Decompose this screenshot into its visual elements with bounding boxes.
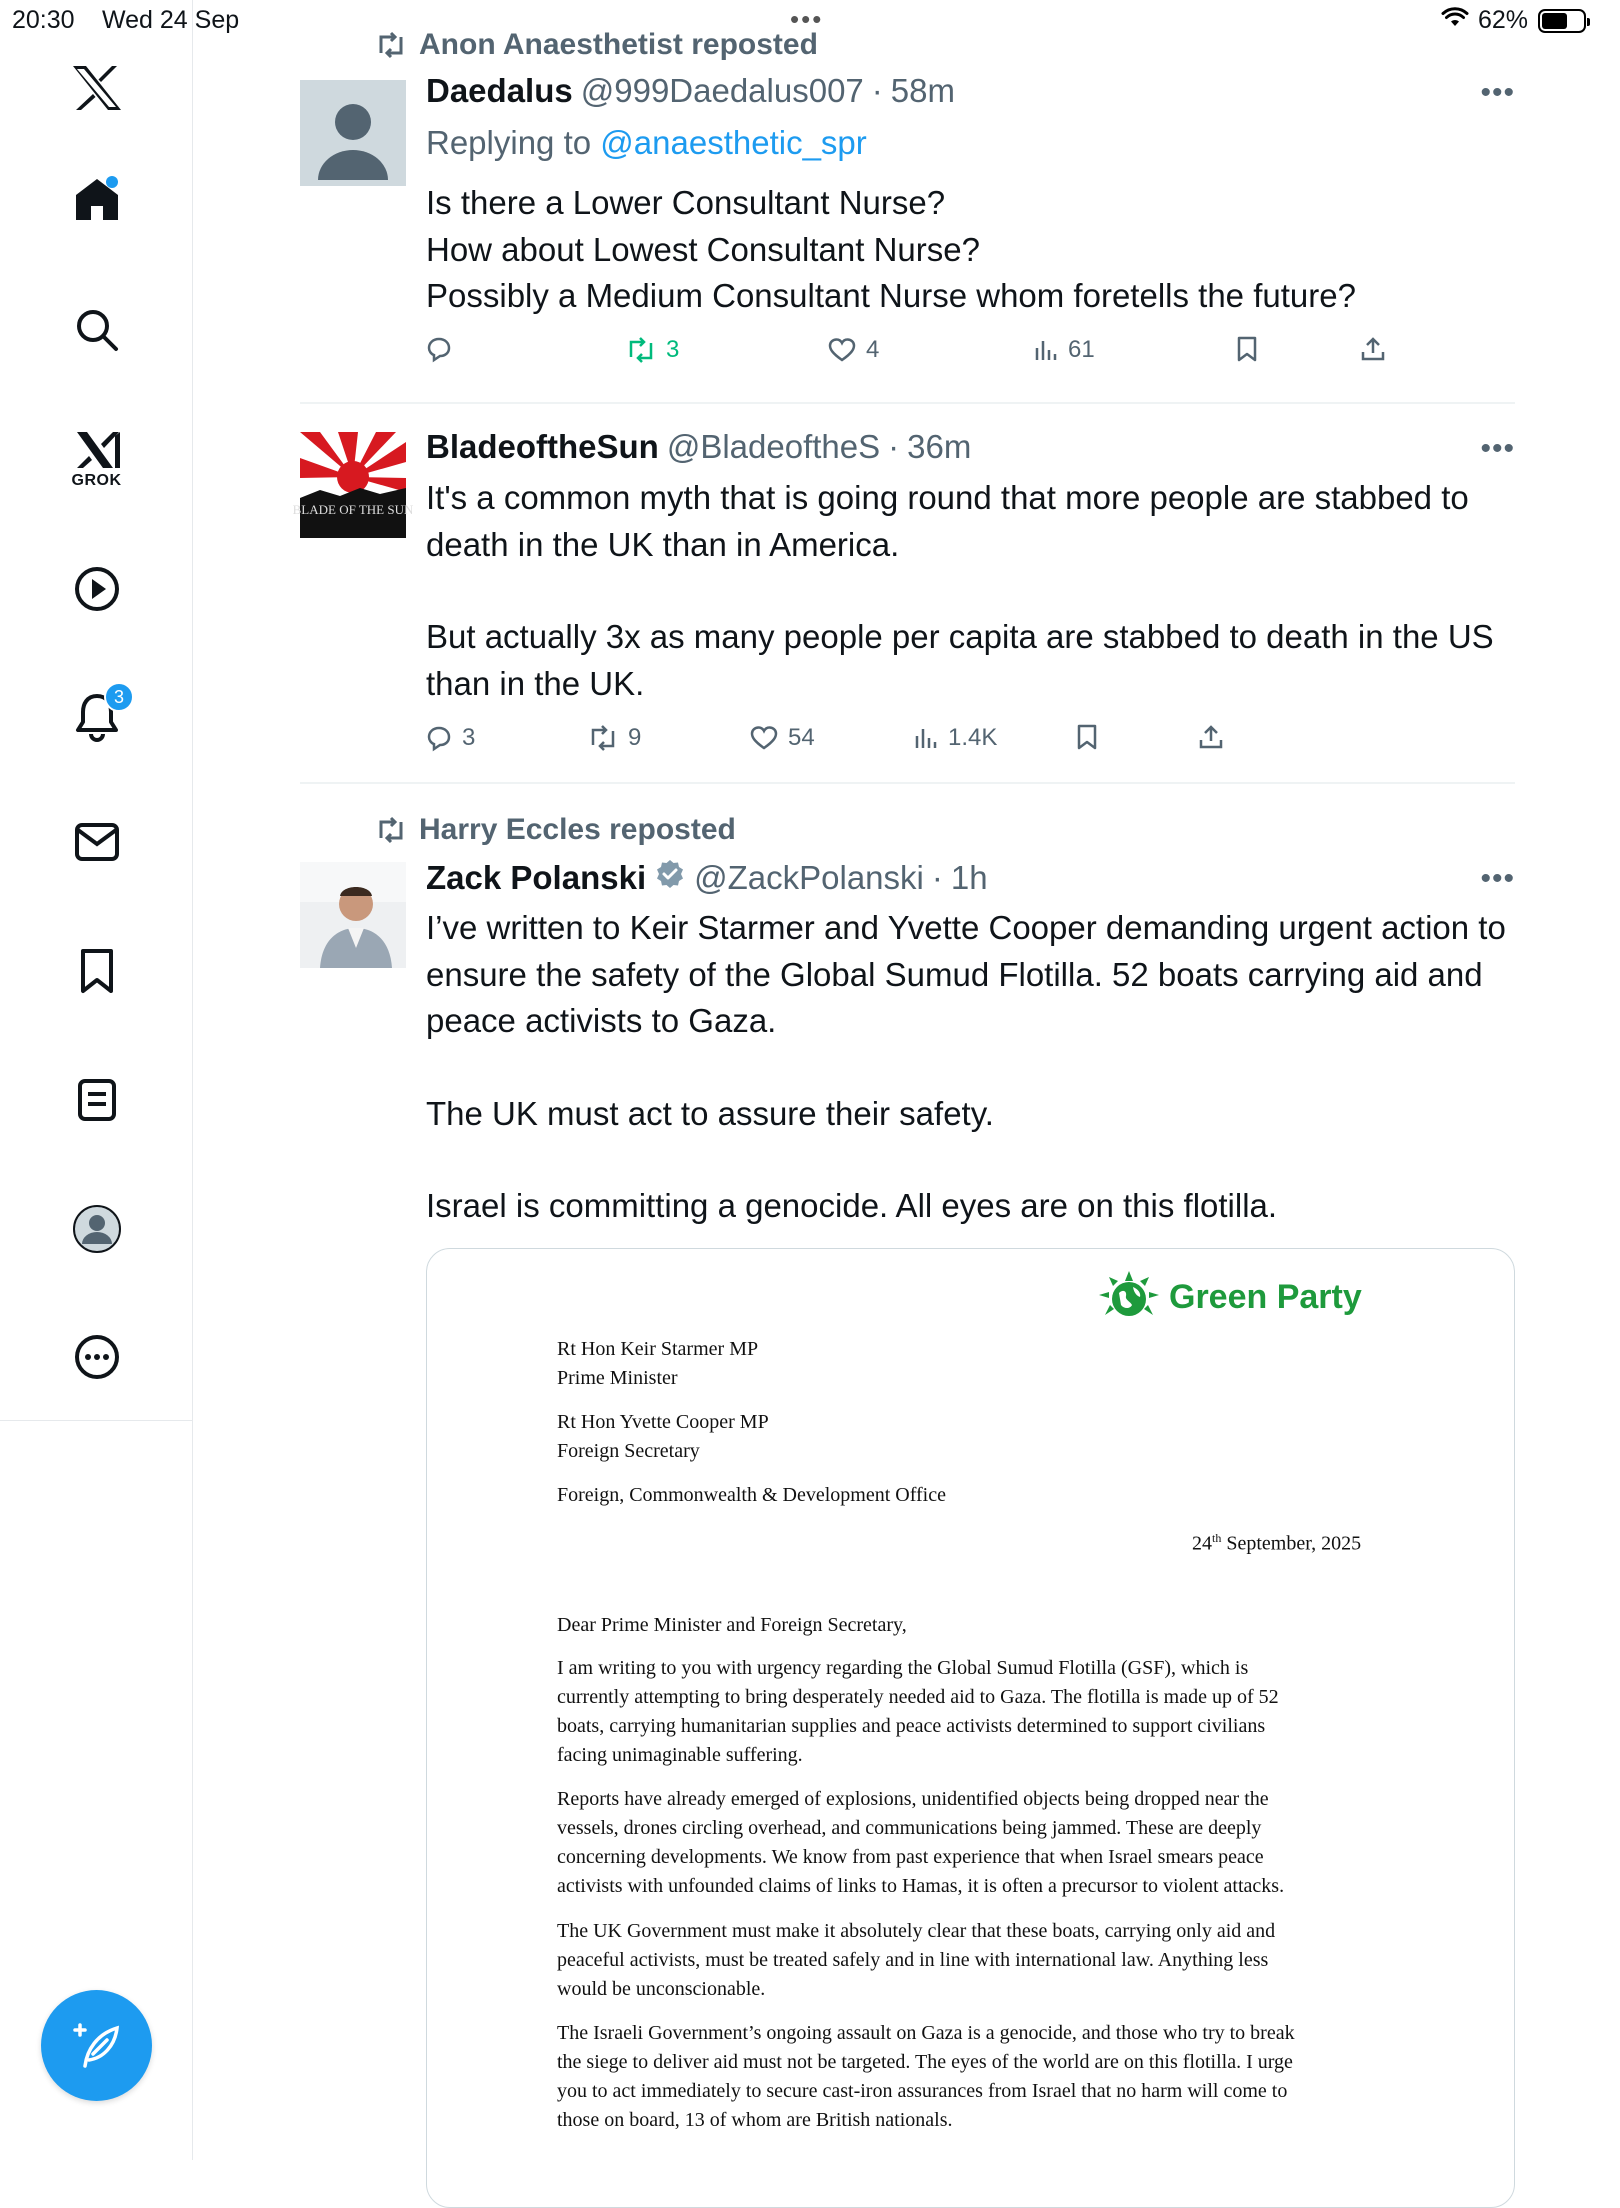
bookmark-button[interactable] xyxy=(1236,336,1258,362)
author-name[interactable]: Daedalus xyxy=(426,72,573,109)
grok-nav[interactable] xyxy=(0,428,193,490)
avatar-bladeofthesun[interactable] xyxy=(292,432,414,538)
bookmark-icon xyxy=(1236,336,1258,362)
battery-percent: 62% xyxy=(1477,6,1528,34)
share-button[interactable] xyxy=(1360,336,1386,362)
repost-by-label: Harry Eccles reposted xyxy=(419,813,736,846)
like-button[interactable] xyxy=(828,336,879,364)
post-time[interactable]: 58m xyxy=(890,72,955,109)
tweet-paragraph: The UK must act to assure their safety. xyxy=(426,1094,994,1132)
letter-line: peaceful activists, must be treated safely and in line with international law. Anything less xyxy=(557,1949,1269,1971)
notifications-bell-icon[interactable] xyxy=(0,686,193,742)
home-icon[interactable] xyxy=(0,176,193,222)
bookmark-icon xyxy=(1076,724,1098,750)
video-play-icon[interactable] xyxy=(0,566,193,612)
tweet-line: Possibly a Medium Consultant Nurse whom foretells the future? xyxy=(426,277,1356,314)
letter-office-line: Foreign, Commonwealth & Development Office xyxy=(557,1484,946,1506)
wifi-icon xyxy=(1442,6,1468,35)
repost-button[interactable] xyxy=(626,336,679,364)
multitasking-dots[interactable]: ••• xyxy=(790,4,824,34)
letter-salutation: Dear Prime Minister and Foreign Secretary, xyxy=(557,1614,907,1636)
post-time[interactable]: 36m xyxy=(907,428,972,465)
logo-text: Green Party xyxy=(1169,1277,1362,1316)
search-icon[interactable] xyxy=(0,308,193,352)
dot-separator: · xyxy=(888,428,900,465)
letter-line: those on board, 13 of whom are British nationals. xyxy=(557,2109,953,2131)
letter-line: the siege to deliver aid must not be targeted. The eyes of the world are on this flotilla. I urge xyxy=(557,2051,1293,2073)
status-date: Wed 24 Sep xyxy=(102,6,240,34)
tweet-paragraph: I’ve written to Keir Starmer and Yvette Cooper demanding urgent action to ensure the safety of the Global Sumud Flotilla. 52 boats carrying aid and peace activists to Gaza. xyxy=(426,909,1516,1039)
action-bar xyxy=(426,724,1326,754)
repost-icon xyxy=(588,725,618,751)
home-unread-dot xyxy=(106,176,118,188)
author-name[interactable]: Zack Polanski xyxy=(426,859,647,896)
letter-line: facing unimaginable suffering. xyxy=(557,1744,803,1766)
tweet-divider xyxy=(300,782,1515,784)
reply-button[interactable] xyxy=(426,724,475,752)
rising-sun-avatar-icon xyxy=(292,432,414,538)
verified-badge-icon xyxy=(654,858,686,898)
messages-icon[interactable] xyxy=(0,822,193,862)
reply-count: 3 xyxy=(462,724,476,751)
avatar-zackpolanski[interactable] xyxy=(300,862,406,968)
views-chart-icon xyxy=(914,726,938,750)
tweet-divider xyxy=(300,402,1515,404)
heart-icon xyxy=(750,725,778,751)
tweet-paragraph: Israel is committing a genocide. All eyes are on this flotilla. xyxy=(426,1187,1278,1224)
articles-icon[interactable] xyxy=(0,1078,193,1122)
more-menu-icon[interactable] xyxy=(0,1334,193,1380)
author-handle[interactable]: @999Daedalus007 xyxy=(580,72,864,109)
tweet-line: Is there a Lower Consultant Nurse? xyxy=(426,184,946,221)
replying-mention[interactable]: @anaesthetic_spr xyxy=(600,124,867,161)
sidebar xyxy=(0,0,193,2160)
x-logo-icon[interactable] xyxy=(0,64,193,112)
views-button[interactable] xyxy=(1034,336,1095,364)
status-time: 20:30 xyxy=(12,6,75,34)
avatar-daedalus[interactable] xyxy=(300,80,406,186)
like-count: 54 xyxy=(788,724,815,751)
letter-date-suffix: th xyxy=(1212,1531,1222,1545)
replying-to xyxy=(426,124,867,162)
repost-icon xyxy=(626,337,656,363)
grok-icon xyxy=(73,428,121,472)
repost-by-label: Anon Anaesthetist reposted xyxy=(419,28,818,61)
views-count: 1.4K xyxy=(948,724,998,751)
attached-letter-image[interactable] xyxy=(426,1248,1515,2208)
person-photo-avatar-icon xyxy=(300,862,406,968)
letter-address-line: Rt Hon Keir Starmer MP xyxy=(557,1338,759,1360)
author-name[interactable]: BladeoftheSun xyxy=(426,428,659,465)
reply-icon xyxy=(426,336,452,362)
letter-line: activists with unfounded claims of links to Hamas, it is often a precursor to violent attacks. xyxy=(557,1875,1285,1897)
letter-address-line: Prime Minister xyxy=(557,1367,678,1389)
views-button[interactable] xyxy=(914,724,997,752)
letter-line: vessels, drones circling overhead, and communications being jammed. These are deeply xyxy=(557,1817,1262,1839)
letter-line: Reports have already emerged of explosions, unidentified objects being dropped near the xyxy=(557,1788,1269,1810)
letter-line: boats, carrying humanitarian supplies and peace activists determined to support civilians xyxy=(557,1715,1266,1737)
letter-date xyxy=(1192,1524,1361,1559)
replying-label: Replying to xyxy=(426,124,592,161)
heart-icon xyxy=(828,337,856,363)
letter-paragraph-3 xyxy=(557,1917,1275,2004)
battery-icon xyxy=(1538,9,1586,33)
letter-line: would be unconscionable. xyxy=(557,1978,766,2000)
share-icon xyxy=(1360,336,1386,362)
tweet-text xyxy=(426,475,1515,707)
letter-line: The Israeli Government’s ongoing assault on Gaza is a genocide, and those who try to break xyxy=(557,2022,1295,2044)
avatar-text: BLADE OF THE SUN xyxy=(292,502,414,517)
dot-separator: · xyxy=(931,859,943,896)
letter-line: I am writing to you with urgency regarding the Global Sumud Flotilla (GSF), which is xyxy=(557,1657,1249,1679)
letter-date-day: 24 xyxy=(1192,1532,1212,1555)
post-time[interactable]: 1h xyxy=(950,859,988,896)
letter-date-rest: September, 2025 xyxy=(1221,1532,1362,1555)
tweet-paragraph: But actually 3x as many people per capita are stabbed to death in the US than in the UK. xyxy=(426,618,1503,702)
author-handle[interactable]: @ZackPolanski xyxy=(694,859,924,896)
letter-paragraph-2 xyxy=(557,1785,1284,1901)
notifications-badge: 3 xyxy=(104,682,134,712)
letter-line: concerning developments. We know from past experience that when Israel smears peace xyxy=(557,1846,1264,1868)
tweet-text xyxy=(426,180,1515,320)
tweet-line: How about Lowest Consultant Nurse? xyxy=(426,230,980,268)
repost-context[interactable] xyxy=(375,28,818,62)
action-bar xyxy=(426,336,1426,366)
green-party-logo xyxy=(1097,1269,1362,1325)
letter-line: currently attempting to bring desperately needed aid to Gaza. The flotilla is made up of 52 xyxy=(557,1686,1279,1708)
views-count: 61 xyxy=(1068,336,1095,363)
letter-address-line: Rt Hon Yvette Cooper MP xyxy=(557,1411,769,1433)
repost-icon xyxy=(375,31,407,59)
more-options-icon[interactable]: ••• xyxy=(1480,76,1515,109)
like-button[interactable] xyxy=(750,724,815,752)
letter-paragraph-1 xyxy=(557,1654,1279,1770)
green-party-earth-icon xyxy=(1097,1269,1161,1325)
tweet-text xyxy=(426,905,1515,1230)
repost-icon xyxy=(375,816,407,844)
compose-feather-icon xyxy=(71,2020,123,2072)
author-handle[interactable]: @BladeoftheS xyxy=(666,428,881,465)
letter-paragraph-4 xyxy=(557,2019,1295,2135)
grok-label: GROK xyxy=(71,472,122,489)
reply-button[interactable] xyxy=(426,336,452,362)
share-icon xyxy=(1198,724,1224,750)
more-options-icon[interactable]: ••• xyxy=(1480,432,1515,465)
letter-line: The UK Government must make it absolutely clear that these boats, carrying only aid and xyxy=(557,1920,1276,1942)
letter-address-line: Foreign Secretary xyxy=(557,1440,700,1462)
more-options-icon[interactable]: ••• xyxy=(1480,862,1515,895)
repost-button[interactable] xyxy=(588,724,641,752)
share-button[interactable] xyxy=(1198,724,1224,750)
views-chart-icon xyxy=(1034,338,1058,362)
sidebar-divider xyxy=(0,1420,193,1421)
repost-count: 9 xyxy=(628,724,642,751)
dot-separator: · xyxy=(871,72,883,109)
letter-line: you to act immediately to secure cast-iron assurances from Israel that no harm will come to xyxy=(557,2080,1288,2102)
default-avatar-icon xyxy=(300,80,406,186)
repost-count: 3 xyxy=(666,336,680,363)
reply-icon xyxy=(426,725,452,751)
compose-post-button[interactable] xyxy=(41,1990,152,2101)
bookmark-button[interactable] xyxy=(1076,724,1098,750)
repost-context[interactable] xyxy=(375,813,736,847)
profile-avatar-icon[interactable] xyxy=(0,1204,193,1254)
like-count: 4 xyxy=(866,336,880,363)
tweet-paragraph: It's a common myth that is going round that more people are stabbed to death in the UK than in America. xyxy=(426,479,1478,563)
bookmarks-icon[interactable] xyxy=(0,948,193,994)
